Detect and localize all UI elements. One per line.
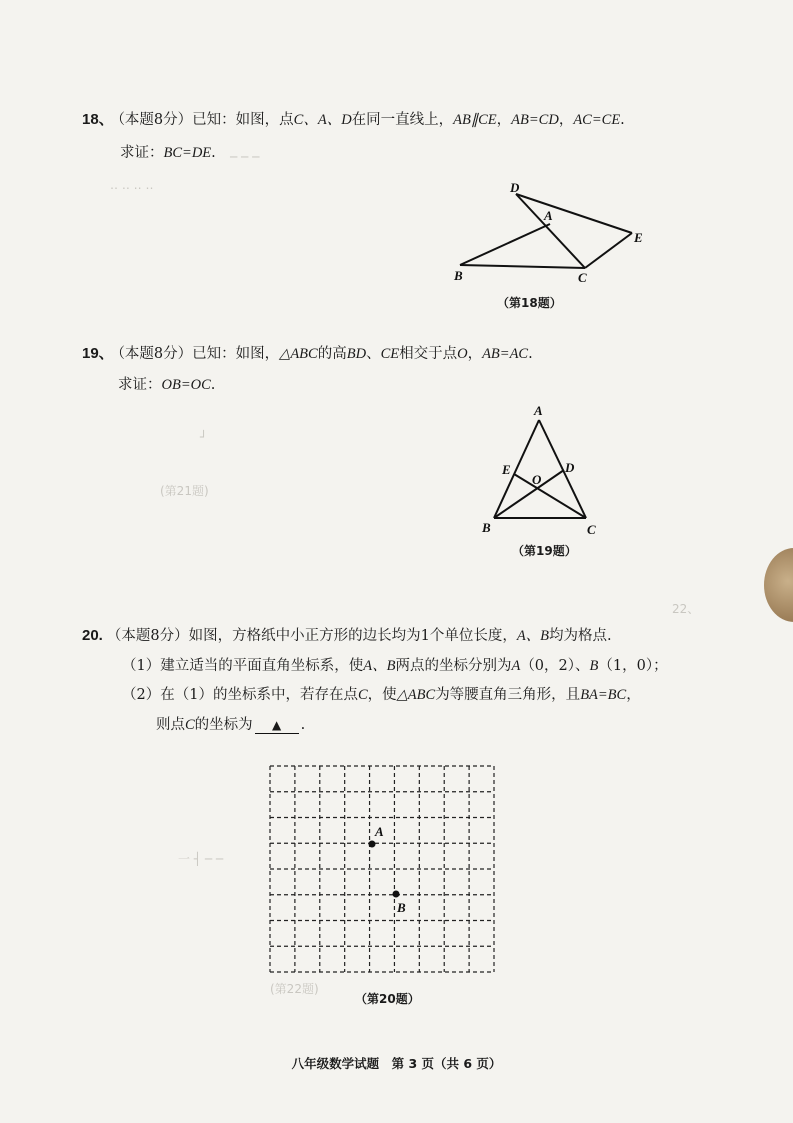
q20-part2-end: ， [626, 687, 641, 703]
q19-prove-end: . [210, 377, 216, 393]
q19-caption: （第19题） [512, 544, 577, 558]
q20-part2-label: （2） [122, 687, 161, 703]
q18-statement [82, 110, 625, 130]
q18-line-ab [460, 224, 550, 265]
q20-part1-a: A [511, 658, 521, 674]
q18-prove-label: 求证： [120, 145, 164, 161]
q20-part2-line2-c: C [185, 717, 195, 733]
q18-label-a: A [544, 208, 553, 223]
q18-sep: ， [496, 112, 512, 128]
bleed-through-mark: ─ ─ ─ [230, 150, 260, 164]
q19-number: 19、 [82, 345, 114, 362]
q19-label-b: B [482, 520, 491, 535]
q20-part1-pts: A、B [363, 658, 396, 674]
q18-label-e: E [634, 230, 643, 245]
q18-prove [120, 143, 216, 163]
q20-part2-line2-b: 的坐标为 [194, 717, 253, 733]
q18-number: 18、 [82, 111, 114, 128]
q18-prove-end: . [211, 145, 216, 161]
q20-part1-b: B [589, 658, 599, 674]
q20-caption: （第20题） [355, 992, 420, 1006]
q18-label-d: D [510, 180, 520, 195]
q19-point-o: O [457, 346, 468, 362]
point-a-dot [369, 841, 376, 848]
q19-points: （本题8分） [117, 346, 193, 362]
q19-text-mid2: 相交于点 [399, 346, 458, 362]
q20-points-ab: A、B [516, 628, 550, 644]
q19-label-e: E [502, 462, 511, 477]
q19-figure [474, 400, 604, 540]
q18-sep: ， [558, 112, 574, 128]
q19-sep: ， [467, 346, 483, 362]
q20-part2 [122, 685, 641, 705]
q20-part1-label: （1） [122, 658, 161, 674]
q20-part2-tri: △ABC [396, 687, 436, 703]
bleed-through-mark: 一 ┤ ─ ─ [178, 852, 224, 866]
q19-comma: 、 [366, 346, 381, 362]
q20-part2-mid: ，使 [367, 687, 397, 703]
bleed-through-mark: ‥ ‥ ‥ ‥ [110, 178, 154, 192]
q20-part1-sep: 、 [575, 658, 590, 674]
q18-text-mid: 在同一直线上， [351, 112, 454, 128]
q19-text-mid: 的高 [317, 346, 347, 362]
q19-label-o: O [532, 472, 542, 487]
q18-line-bc [460, 265, 585, 268]
point-a-label: A [375, 824, 384, 839]
q18-text: 已知：如图，点 [192, 112, 294, 128]
q19-cond: AB=AC [482, 346, 529, 362]
q18-cond1: AB∥CE [453, 112, 497, 128]
q18-figure [440, 178, 660, 288]
q19-alt1: BD [346, 346, 367, 362]
q20-part2-text: 在（1）的坐标系中，若存在点 [160, 687, 358, 703]
q19-statement [82, 344, 533, 364]
q20-part1-end: ； [653, 658, 668, 674]
q20-statement [82, 626, 612, 646]
q19-label-d: D [565, 460, 575, 475]
q19-text: 已知：如图， [192, 346, 280, 362]
q19-end: . [528, 346, 533, 362]
bleed-through-mark: (第22题) [270, 982, 319, 996]
q18-points: （本题8分） [117, 112, 193, 128]
q20-part1-text: 建立适当的平面直角坐标系，使 [160, 658, 364, 674]
q20-part1-mid: 两点的坐标分别为 [395, 658, 512, 674]
q20-part2-line2-end: . [300, 717, 306, 733]
q18-label-c: C [578, 270, 587, 285]
q20-part1-b-coord: （1，0） [598, 658, 654, 674]
q19-prove-expr: OB=OC [161, 377, 211, 393]
point-b-label: B [397, 900, 406, 915]
q20-text: 如图，方格纸中小正方形的边长均为1个单位长度， [188, 628, 517, 644]
q18-points-list: C、A、D [293, 112, 352, 128]
page-footer: 八年级数学试题 第 3 页（共 6 页） [291, 1056, 502, 1071]
q18-prove-expr: BC=DE [163, 145, 212, 161]
answer-blank[interactable] [255, 717, 299, 734]
q20-part2-c: C [357, 687, 368, 703]
q18-line-ce [585, 233, 632, 268]
q20-part2-cond: BA=BC [580, 687, 627, 703]
q18-label-b: B [454, 268, 463, 283]
q20-part1-a-coord: （0，2） [520, 658, 576, 674]
point-b-dot [393, 891, 400, 898]
q19-prove-label: 求证： [118, 377, 162, 393]
q19-alt2: CE [380, 346, 400, 362]
q20-number: 20. [82, 627, 103, 644]
coin-object [764, 548, 793, 622]
q18-cond2: AB=CD [511, 112, 559, 128]
q20-part2-mid2: 为等腰直角三角形，且 [435, 687, 581, 703]
q19-prove [118, 375, 215, 395]
bleed-through-mark: ┘ [200, 430, 208, 444]
q20-part1 [122, 656, 668, 676]
bleed-through-mark: (第21题) [160, 484, 209, 498]
q18-cond3: AC=CE [573, 112, 621, 128]
q19-triangle: △ABC [279, 346, 318, 362]
q20-part2-line2-a: 则点 [156, 717, 185, 733]
q19-label-a: A [534, 403, 543, 418]
q20-grid-figure [262, 760, 502, 982]
q20-points: （本题8分） [106, 628, 189, 644]
q19-label-c: C [587, 522, 596, 537]
answer-mark: ▲ [272, 718, 282, 732]
q18-caption: （第18题） [497, 296, 562, 310]
q18-end: . [620, 112, 625, 128]
bleed-through-mark: 22、 [672, 602, 700, 616]
grid-lines [270, 766, 494, 972]
q20-text-end: 均为格点. [549, 628, 612, 644]
q20-part2-line2 [156, 715, 305, 735]
